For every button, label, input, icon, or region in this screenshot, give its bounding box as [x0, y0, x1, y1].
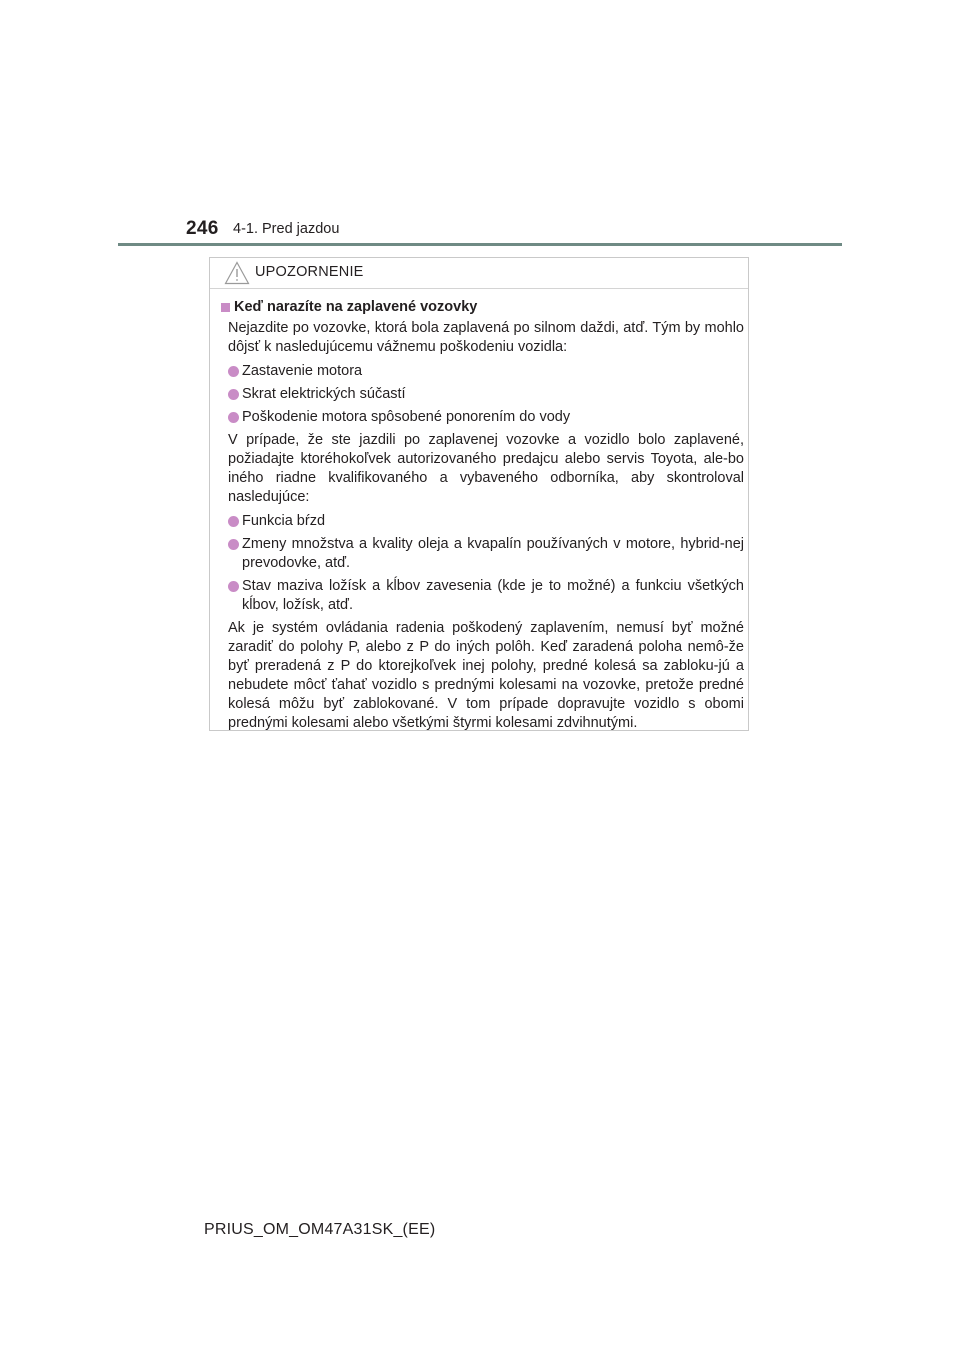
list-item — [220, 385, 744, 404]
warning-box — [209, 257, 749, 731]
list-item-text: Stav maziva ložísk a kĺbov zavesenia (kde je to možné) a funkciu všetkých kĺbov, ložísk, atď. — [242, 578, 744, 613]
warning-header — [210, 258, 748, 289]
bullet-dot-icon — [228, 581, 239, 592]
intro-paragraph: Nejazdite po vozovke, ktorá bola zaplavená po silnom daždi, atď. Tým by mohlo dôjsť k nasledujúcemu vážnemu poškodeniu vozidla: — [228, 320, 744, 355]
warning-heading-text: Keď narazíte na zaplavené vozovky — [234, 299, 478, 315]
list-item-text: Skrat elektrických súčastí — [242, 386, 406, 402]
list-item — [220, 512, 744, 531]
list-item — [220, 408, 744, 427]
closing-paragraph: Ak je systém ovládania radenia poškodený zaplavením, nemusí byť možné zaradiť do polohy P, alebo z P do iných polôh. Keď zaradená poloha nemô-že byť preradená z P do ktorejkoľvek inej polohy, predné kolesá sa zabloku-jú a nebudete môcť ťahať vozidlo s prednými kolesami na vozovke, pretože predné kolesá môžu byť zablokované. V tom prípade dopravujte vozidlo s obomi prednými kolesami alebo všetkými štyrmi kolesami zdvihnutými. — [228, 620, 744, 731]
warning-label: UPOZORNENIE — [255, 264, 364, 280]
list-item — [220, 535, 744, 573]
bullet-dot-icon — [228, 389, 239, 400]
bullet-dot-icon — [228, 366, 239, 377]
check-intro-paragraph: V prípade, že ste jazdili po zaplavenej vozovke a vozidlo bolo zaplavené, požiadajte ktoréhokoľvek autorizovaného predajcu alebo servis Toyota, ale-bo iného riadne kvalifikovaného a vybaveného odborníka, aby skontroloval nasledujúce: — [228, 432, 744, 505]
bullet-dot-icon — [228, 516, 239, 527]
square-bullet-icon — [221, 303, 230, 312]
list-item — [220, 577, 744, 615]
list-item-text: Poškodenie motora spôsobené ponorením do vody — [242, 409, 571, 425]
warning-body — [220, 298, 744, 738]
list-item-text: Funkcia bŕzd — [242, 513, 326, 529]
list-item-text: Zastavenie motora — [242, 363, 363, 379]
bullet-dot-icon — [228, 412, 239, 423]
warning-triangle-icon — [224, 261, 250, 285]
list-item-text: Zmeny množstva a kvality oleja a kvapalín používaných v motore, hybrid-nej prevodovke, atď. — [242, 536, 744, 571]
header-divider — [118, 243, 842, 246]
document-id: PRIUS_OM_OM47A31SK_(EE) — [204, 1221, 436, 1238]
list-item — [220, 362, 744, 381]
warning-heading — [220, 298, 744, 317]
section-title: 4-1. Pred jazdou — [233, 221, 340, 237]
page-number: 246 — [186, 218, 219, 239]
bullet-dot-icon — [228, 539, 239, 550]
